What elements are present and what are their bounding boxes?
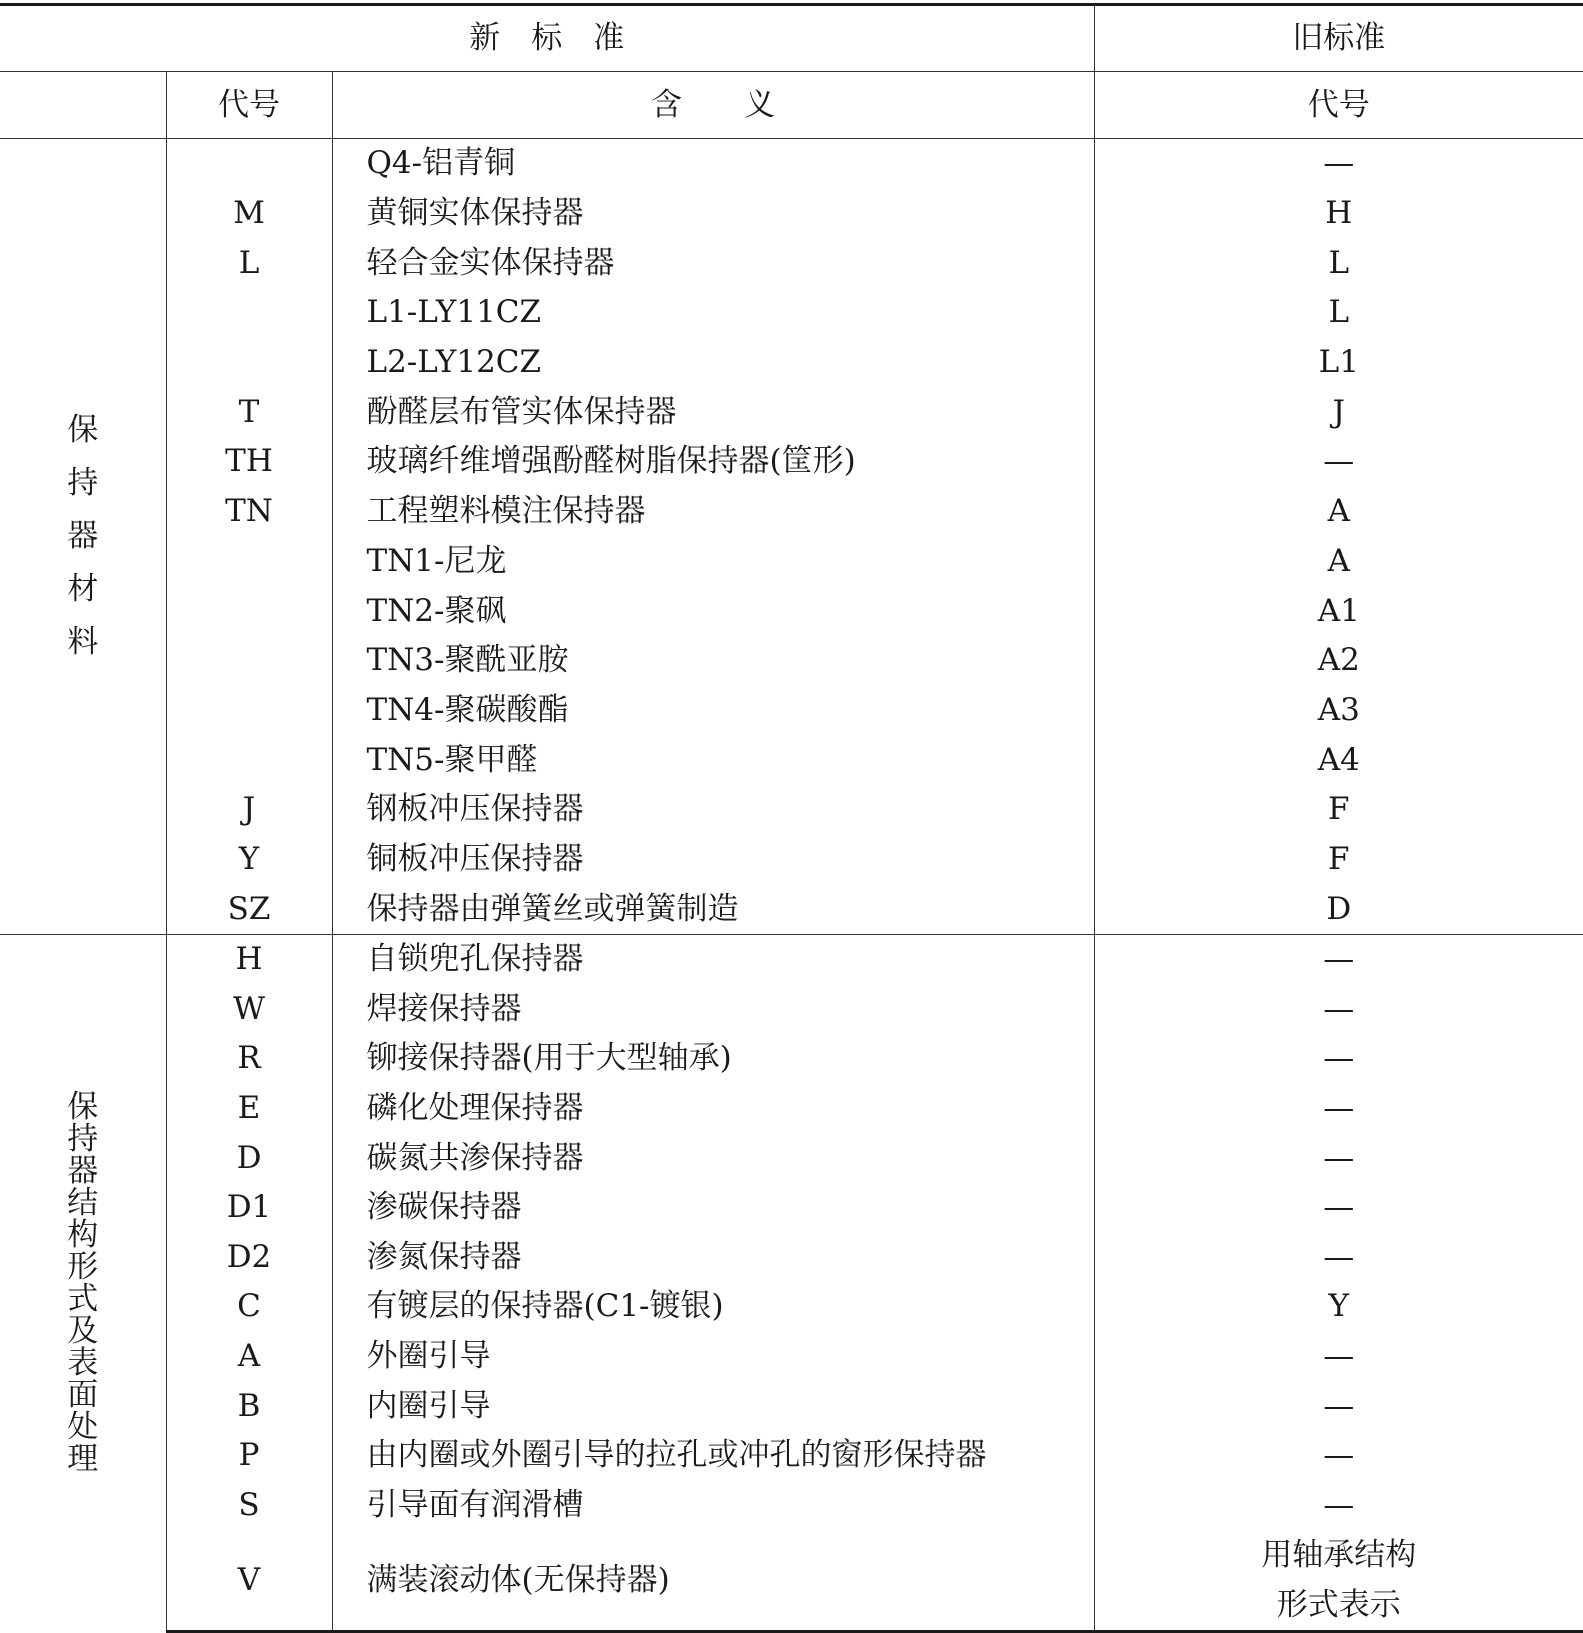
table-row xyxy=(0,1233,1583,1283)
group1-category-label xyxy=(0,139,166,935)
old-code-cell: D xyxy=(1094,884,1583,934)
table-row xyxy=(0,884,1583,934)
table-row xyxy=(0,686,1583,736)
old-code-cell: — xyxy=(1094,1183,1583,1233)
table-row xyxy=(0,735,1583,785)
table-row xyxy=(0,1282,1583,1332)
code-cell xyxy=(166,139,332,189)
old-code-cell: — xyxy=(1094,935,1583,985)
meaning-cell: 工程塑料模注保持器 xyxy=(332,487,1094,537)
code-cell: A xyxy=(166,1332,332,1382)
table-row xyxy=(0,487,1583,537)
code-cell: W xyxy=(166,985,332,1035)
old-code-cell: F xyxy=(1094,835,1583,885)
new-standard-header: 新 标 准 xyxy=(0,5,1094,72)
code-cell: R xyxy=(166,1034,332,1084)
category-char: 保 xyxy=(67,1089,99,1126)
category-char: 面 xyxy=(67,1377,99,1414)
code-cell: SZ xyxy=(166,884,332,934)
meaning-cell: 玻璃纤维增强酚醛树脂保持器(筐形) xyxy=(332,437,1094,487)
old-code-cell: A xyxy=(1094,487,1583,537)
code-cell xyxy=(166,338,332,388)
code-cell xyxy=(166,686,332,736)
code-cell: C xyxy=(166,1282,332,1332)
old-code-cell: H xyxy=(1094,189,1583,239)
meaning-cell: 铜板冲压保持器 xyxy=(332,835,1094,885)
meaning-cell: 内圈引导 xyxy=(332,1381,1094,1431)
meaning-cell: TN2-聚砜 xyxy=(332,586,1094,636)
code-cell xyxy=(166,537,332,587)
meaning-cell: 焊接保持器 xyxy=(332,985,1094,1035)
meaning-cell: TN4-聚碳酸酯 xyxy=(332,686,1094,736)
old-code-cell: L xyxy=(1094,238,1583,288)
table-row xyxy=(0,785,1583,835)
old-code-cell: A4 xyxy=(1094,735,1583,785)
old-code-cell: Y xyxy=(1094,1282,1583,1332)
table-row xyxy=(0,139,1583,189)
old-code-cell: L1 xyxy=(1094,338,1583,388)
meaning-cell: 钢板冲压保持器 xyxy=(332,785,1094,835)
meaning-cell: 由内圈或外圈引导的拉孔或冲孔的窗形保持器 xyxy=(332,1431,1094,1481)
table-row xyxy=(0,288,1583,338)
code-cell: H xyxy=(166,935,332,985)
code-cell xyxy=(166,636,332,686)
table-row xyxy=(0,437,1583,487)
meaning-cell: 满装滚动体(无保持器) xyxy=(332,1530,1094,1632)
table-row xyxy=(0,1481,1583,1531)
code-cell: Y xyxy=(166,835,332,885)
code-cell: B xyxy=(166,1381,332,1431)
category-header xyxy=(0,72,166,139)
old-standard-header: 旧标准 xyxy=(1094,5,1583,72)
code-cell: L xyxy=(166,238,332,288)
code-cell xyxy=(166,288,332,338)
category-char: 持 xyxy=(67,465,99,501)
meaning-cell: 黄铜实体保持器 xyxy=(332,189,1094,239)
old-code-cell: — xyxy=(1094,139,1583,189)
old-code-cell: — xyxy=(1094,437,1583,487)
old-code-cell: A1 xyxy=(1094,586,1583,636)
table-row xyxy=(0,1084,1583,1134)
category-char: 器 xyxy=(67,1153,99,1190)
meaning-cell: 酚醛层布管实体保持器 xyxy=(332,387,1094,437)
code-cell: D1 xyxy=(166,1183,332,1233)
meaning-header: 含 义 xyxy=(332,72,1094,139)
category-char: 构 xyxy=(67,1217,99,1254)
code-cell: D xyxy=(166,1133,332,1183)
old-code-cell: — xyxy=(1094,1233,1583,1283)
category-char: 器 xyxy=(67,518,99,554)
old-code-cell: — xyxy=(1094,1034,1583,1084)
meaning-cell: Q4-铝青铜 xyxy=(332,139,1094,189)
code-cell: M xyxy=(166,189,332,239)
old-code-line: 用轴承结构 xyxy=(1261,1537,1417,1574)
code-cell: V xyxy=(166,1530,332,1632)
meaning-cell: TN3-聚酰亚胺 xyxy=(332,636,1094,686)
code-cell: P xyxy=(166,1431,332,1481)
code-cell: D2 xyxy=(166,1233,332,1283)
meaning-cell: TN5-聚甲醛 xyxy=(332,735,1094,785)
old-code-cell: A xyxy=(1094,537,1583,587)
code-cell: S xyxy=(166,1481,332,1531)
meaning-cell: 外圈引导 xyxy=(332,1332,1094,1382)
old-code-cell: — xyxy=(1094,1431,1583,1481)
category-char: 形 xyxy=(67,1249,99,1286)
category-char: 保 xyxy=(67,412,99,448)
table-row xyxy=(0,636,1583,686)
table-row xyxy=(0,1183,1583,1233)
table-row xyxy=(0,835,1583,885)
table-row xyxy=(0,586,1583,636)
header-row-1 xyxy=(0,5,1583,72)
old-code-cell: A2 xyxy=(1094,636,1583,686)
category-char: 材 xyxy=(67,571,99,607)
table-row xyxy=(0,985,1583,1035)
meaning-cell: 渗氮保持器 xyxy=(332,1233,1094,1283)
code-cell: TH xyxy=(166,437,332,487)
meaning-cell: L1-LY11CZ xyxy=(332,288,1094,338)
group2-category-label xyxy=(0,935,166,1632)
old-code-header: 代号 xyxy=(1094,72,1583,139)
table-row xyxy=(0,537,1583,587)
table-row xyxy=(0,1381,1583,1431)
table-row xyxy=(0,1133,1583,1183)
code-cell xyxy=(166,586,332,636)
category-char: 结 xyxy=(67,1185,99,1222)
meaning-cell: 碳氮共渗保持器 xyxy=(332,1133,1094,1183)
code-cell: T xyxy=(166,387,332,437)
code-cell: E xyxy=(166,1084,332,1134)
meaning-cell: L2-LY12CZ xyxy=(332,338,1094,388)
code-cell xyxy=(166,735,332,785)
old-code-cell: L xyxy=(1094,288,1583,338)
category-char: 处 xyxy=(67,1409,99,1446)
meaning-cell: 轻合金实体保持器 xyxy=(332,238,1094,288)
old-code-cell: — xyxy=(1094,1481,1583,1531)
meaning-cell: 磷化处理保持器 xyxy=(332,1084,1094,1134)
code-cell: J xyxy=(166,785,332,835)
category-char: 及 xyxy=(67,1313,99,1350)
table-row xyxy=(0,338,1583,388)
old-code-cell xyxy=(1094,1530,1583,1632)
meaning-cell: TN1-尼龙 xyxy=(332,537,1094,587)
table-row xyxy=(0,935,1583,985)
table-row xyxy=(0,1431,1583,1481)
category-char: 料 xyxy=(67,624,99,660)
old-code-cell: — xyxy=(1094,1084,1583,1134)
cage-code-table xyxy=(0,3,1583,1633)
meaning-cell: 渗碳保持器 xyxy=(332,1183,1094,1233)
table-row xyxy=(0,1530,1583,1632)
category-char: 表 xyxy=(67,1345,99,1382)
category-char: 理 xyxy=(67,1441,99,1478)
code-cell: TN xyxy=(166,487,332,537)
meaning-cell: 引导面有润滑槽 xyxy=(332,1481,1094,1531)
old-code-cell: — xyxy=(1094,1332,1583,1382)
code-header: 代号 xyxy=(166,72,332,139)
old-code-cell: — xyxy=(1094,985,1583,1035)
table-row xyxy=(0,387,1583,437)
old-code-cell: F xyxy=(1094,785,1583,835)
table-row xyxy=(0,238,1583,288)
header-row-2 xyxy=(0,72,1583,139)
meaning-cell: 铆接保持器(用于大型轴承) xyxy=(332,1034,1094,1084)
old-code-cell: A3 xyxy=(1094,686,1583,736)
old-code-cell: J xyxy=(1094,387,1583,437)
table-row xyxy=(0,1332,1583,1382)
category-char: 持 xyxy=(67,1121,99,1158)
old-code-cell: — xyxy=(1094,1381,1583,1431)
old-code-line: 形式表示 xyxy=(1276,1587,1401,1624)
old-code-cell: — xyxy=(1094,1133,1583,1183)
category-char: 式 xyxy=(67,1281,99,1318)
meaning-cell: 自锁兜孔保持器 xyxy=(332,935,1094,985)
meaning-cell: 保持器由弹簧丝或弹簧制造 xyxy=(332,884,1094,934)
meaning-cell: 有镀层的保持器(C1-镀银) xyxy=(332,1282,1094,1332)
table-row xyxy=(0,1034,1583,1084)
table-row xyxy=(0,189,1583,239)
